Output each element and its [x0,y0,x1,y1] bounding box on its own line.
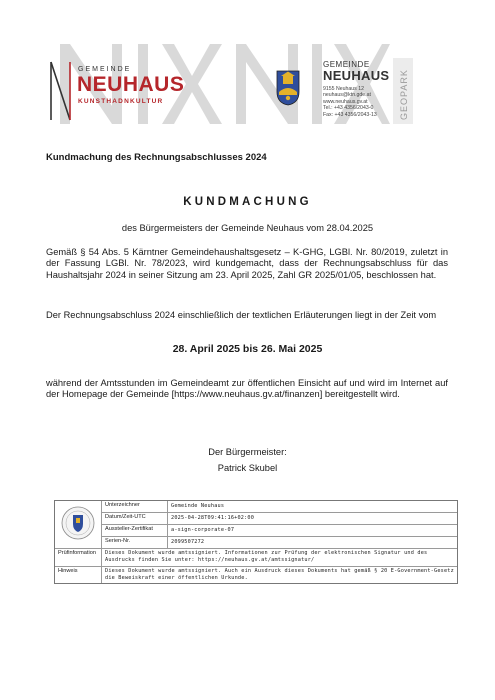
inspection-period: 28. April 2025 bis 26. Mai 2025 [172,343,323,355]
certificate-value: a-sign-corporate-07 [171,527,235,533]
email-line: neuhaus@ktn.gde.at [323,92,371,99]
phone-line: Tel.: +43 4356/2043-0 [323,105,374,112]
address-line: 9155 Neuhaus 12 [323,86,364,92]
letterhead [0,0,495,135]
verification-text: Dieses Dokument wurde amtssigniert. Informationen zur Prüfung der elektronischen Signatur und des Ausdrucks finden Sie unter: https://neuhaus.gv.at/amtssignatur/ [105,550,428,563]
geopark-badge [390,58,416,124]
document-title: KUNDMACHUNG [183,196,312,208]
document-intro: des Bürgermeisters der Gemeinde Neuhaus vom 28.04.2025 [121,223,374,233]
signer-value: Gemeinde Neuhaus [171,503,225,509]
notice-label: Hinweis [58,568,78,574]
n-mark-logo-icon [48,60,74,122]
serial-value: 2099507272 [171,539,205,545]
signer-label: Unterzeichner [105,502,140,508]
logo-right-municipality-label: GEMEINDE [323,60,370,69]
datetime-label: Datum/Zeit-UTC [105,514,146,520]
logo-name: NEUHAUS [77,73,185,96]
datetime-value: 2025-04-28T09:41:16+02:00 [171,515,255,521]
website-line: www.neuhaus.gv.at [323,98,368,105]
paragraph-legal-basis: Gemäß § 54 Abs. 5 Kärntner Gemeindehaushaltsgesetz – K-GHG, LGBl. Nr. 80/2019, zuletzt in der Fassung LGBl. Nr. 78/2023, wird kundgemacht, dass der Rechnungsabschluss für das Haushaltsjahr 2024 in seiner Sitzung am 23. April 2025, Zahl GR 2025/01/05, beschlossen hat. [46,247,448,280]
mayor-label: Der Bürgermeister: [208,447,287,457]
logo-municipality-label: GEMEINDE [78,66,132,73]
signature-block [54,500,458,584]
neuhaus-logo-left [48,60,198,120]
mayor-name: Patrick Skubel [217,463,278,473]
verification-label: Prüfinformation [58,550,96,556]
serial-label: Serien-Nr. [105,538,131,544]
logo-tagline: KUNSTHADNKULTUR [78,98,164,105]
paragraph-availability: während der Amtsstunden im Gemeindeamt zur öffentlichen Einsicht auf und wird im Internet auf der Homepage der Gemeinde [https://www.neuhaus.gv.at/finanzen] bereitgestellt wird. [46,378,448,400]
official-seal-icon [59,505,97,541]
geopark-label: GEOPARK [399,69,409,120]
certificate-label: Aussteller-Zertifikat [105,526,153,532]
coat-of-arms-icon [276,70,300,106]
document-subject: Kundmachung des Rechnungsabschlusses 2024 [46,152,267,163]
logo-right-name: NEUHAUS [323,68,390,83]
notice-text: Dieses Dokument wurde amtssigniert. Auch ein Ausdruck dieses Dokuments hat gemäß § 20 E-Government-Gesetz die Beweiskraft einer öffentlichen Urkunde. [105,568,454,581]
paragraph-inspection: Der Rechnungsabschluss 2024 einschließlich der textlichen Erläuterungen liegt in der Zeit vom [46,310,437,320]
fax-line: Fax: +43 4356/2043-13 [323,111,377,118]
